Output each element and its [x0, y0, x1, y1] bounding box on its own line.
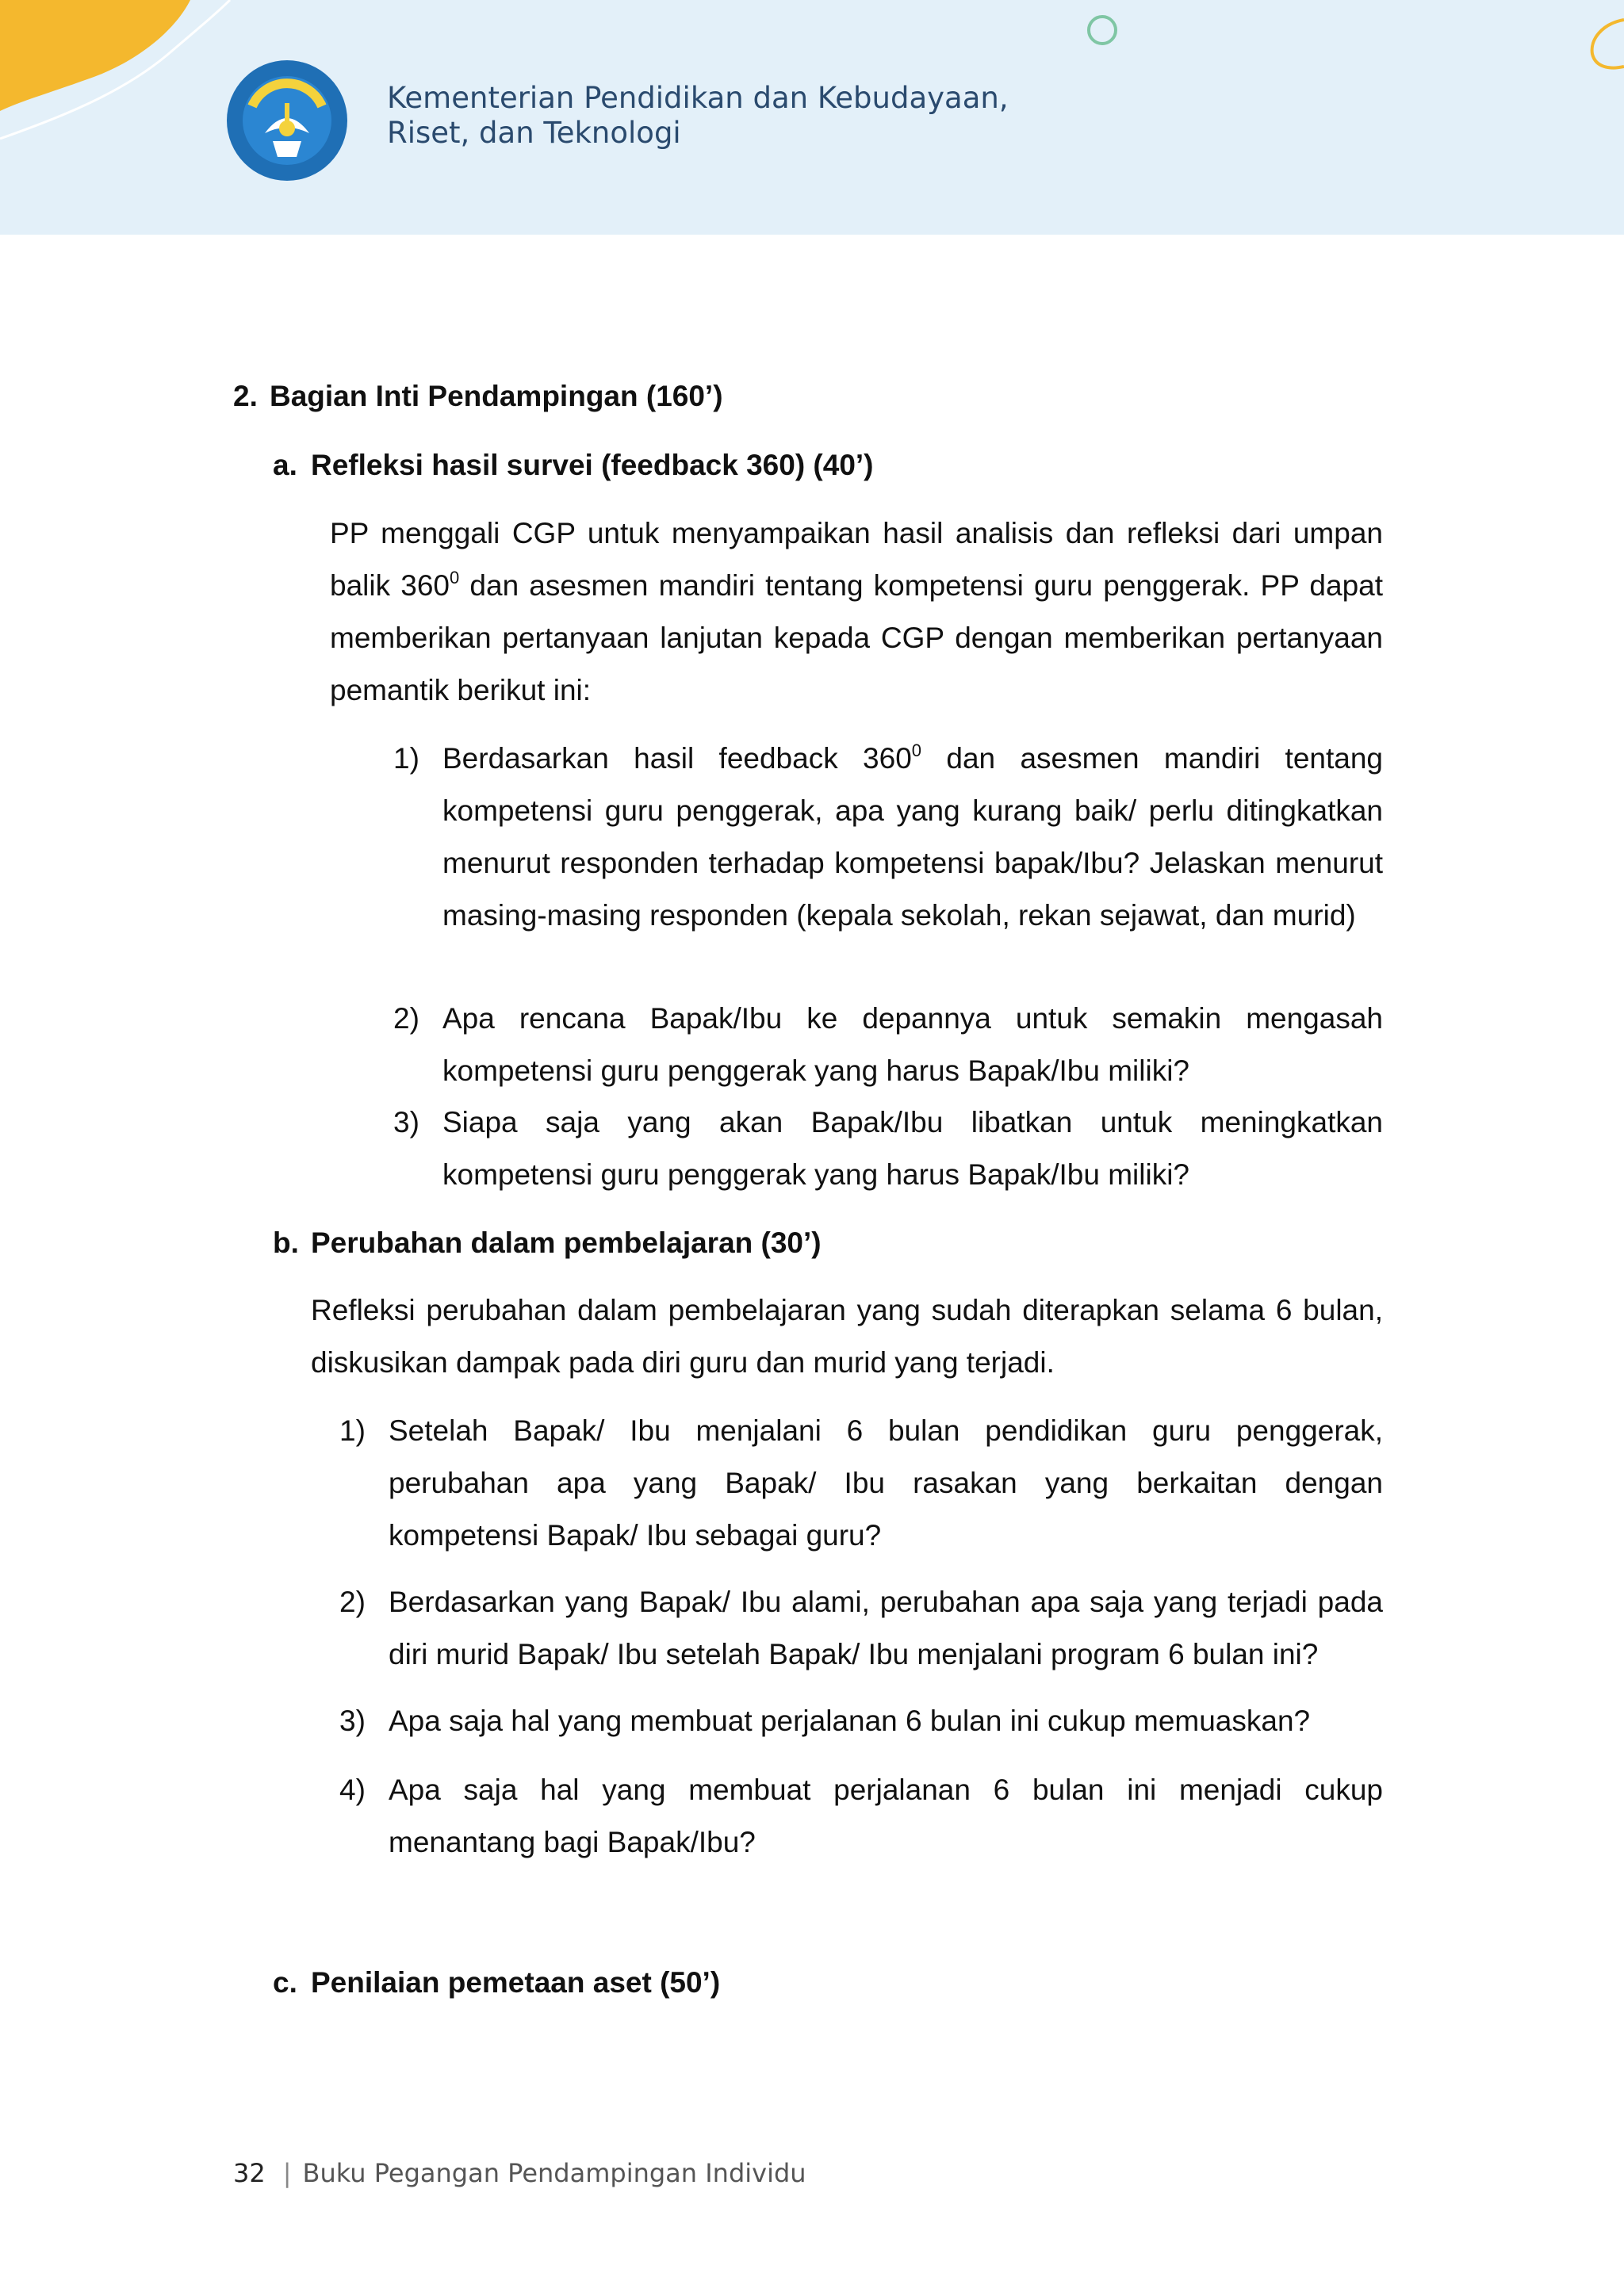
list-item-text: Berdasarkan hasil feedback $360^0$ dan asesmen mandiri tentang kompetensi guru penggerak, apa yang kurang baik/ perlu ditingkatkan menurut responden terhadap kompetensi bapak/Ibu? Jelaskan menurut masing-masing responden (kepala sekolah, rekan sejawat, dan murid) — [442, 740, 1384, 932]
subsection-c-title: Penilaian pemetaan aset (50’) — [311, 1966, 721, 1999]
list-item-number: 2) — [393, 1002, 419, 1035]
list-item-number: 3) — [393, 1106, 419, 1138]
section-title: Bagian Inti Pendampingan (160’) — [270, 380, 723, 412]
subsection-b-intro: Refleksi perubahan dalam pembelajaran yang sudah diterapkan selama 6 bulan, diskusikan dampak pada diri guru dan murid yang terjadi. — [311, 1294, 1383, 1379]
subsection-a-intro: PP menggali CGP untuk menyampaikan hasil analisis dan refleksi dari umpan balik $360^0$ dan asesmen mandiri tentang kompetensi guru penggerak. PP dapat memberikan pertanyaan lanjutan kepada CGP dengan memberikan pertanyaan pemantik berikut ini: — [330, 517, 1384, 706]
subsection-a-title: Refleksi hasil survei (feedback 360) (40’) — [311, 449, 874, 481]
subsection-a-heading — [273, 448, 874, 483]
section-number: 2. — [233, 380, 258, 412]
list-item-text: Apa rencana Bapak/Ibu ke depannya untuk semakin mengasah kompetensi guru penggerak yang harus Bapak/Ibu miliki? — [442, 1002, 1383, 1087]
subsection-c-heading — [273, 1965, 720, 2000]
footer-book-title: Buku Pegangan Pendampingan Individu — [302, 2158, 806, 2188]
section-heading — [233, 379, 723, 414]
page-number: 32 — [233, 2158, 266, 2188]
subsection-a-letter: a. — [273, 449, 297, 481]
list-item-text: Berdasarkan yang Bapak/ Ibu alami, perubahan apa saja yang terjadi pada diri murid Bapak/ Ibu setelah Bapak/ Ibu menjalani program 6 bulan ini? — [389, 1586, 1383, 1670]
ministry-name-line-1: Kementerian Pendidikan dan Kebudayaan, — [387, 81, 1009, 115]
ministry-name — [387, 81, 1009, 151]
list-item — [339, 1576, 1383, 1681]
list-item — [339, 1405, 1383, 1562]
subsection-b-title: Perubahan dalam pembelajaran (30’) — [311, 1226, 822, 1259]
page-header — [0, 0, 1624, 235]
footer-separator: | — [282, 2158, 292, 2188]
list-item-number: 1) — [393, 742, 419, 775]
list-item — [339, 1695, 1383, 1747]
degree-superscript: 0 — [450, 567, 460, 587]
subsection-b-heading — [273, 1226, 822, 1261]
subsection-c-letter: c. — [273, 1966, 297, 1999]
list-item — [393, 993, 1383, 1097]
tut-wuri-handayani-logo-icon — [224, 57, 350, 184]
list-item — [393, 733, 1383, 942]
list-item-text: Apa saja hal yang membuat perjalanan 6 bulan ini cukup memuaskan? — [389, 1705, 1311, 1737]
list-item — [393, 1096, 1383, 1201]
list-item-text: Apa saja hal yang membuat perjalanan 6 bulan ini menjadi cukup menantang bagi Bapak/Ibu? — [389, 1774, 1383, 1858]
ministry-name-line-2: Riset, dan Teknologi — [387, 116, 681, 150]
list-item-number: 2) — [339, 1586, 366, 1618]
list-item-text: Siapa saja yang akan Bapak/Ibu libatkan untuk meningkatkan kompetensi guru penggerak yang harus Bapak/Ibu miliki? — [442, 1106, 1383, 1191]
list-item-number: 1) — [339, 1414, 366, 1447]
list-item — [339, 1764, 1383, 1869]
degree-superscript: 0 — [911, 740, 922, 760]
subsection-b-letter: b. — [273, 1226, 299, 1259]
page-footer — [233, 2158, 806, 2188]
list-item-text: Setelah Bapak/ Ibu menjalani 6 bulan pendidikan guru penggerak, perubahan apa yang Bapak/ Ibu rasakan yang berkaitan dengan kompetensi Bapak/ Ibu sebagai guru? — [389, 1414, 1383, 1552]
list-item-number: 4) — [339, 1774, 366, 1806]
list-item-number: 3) — [339, 1705, 366, 1737]
